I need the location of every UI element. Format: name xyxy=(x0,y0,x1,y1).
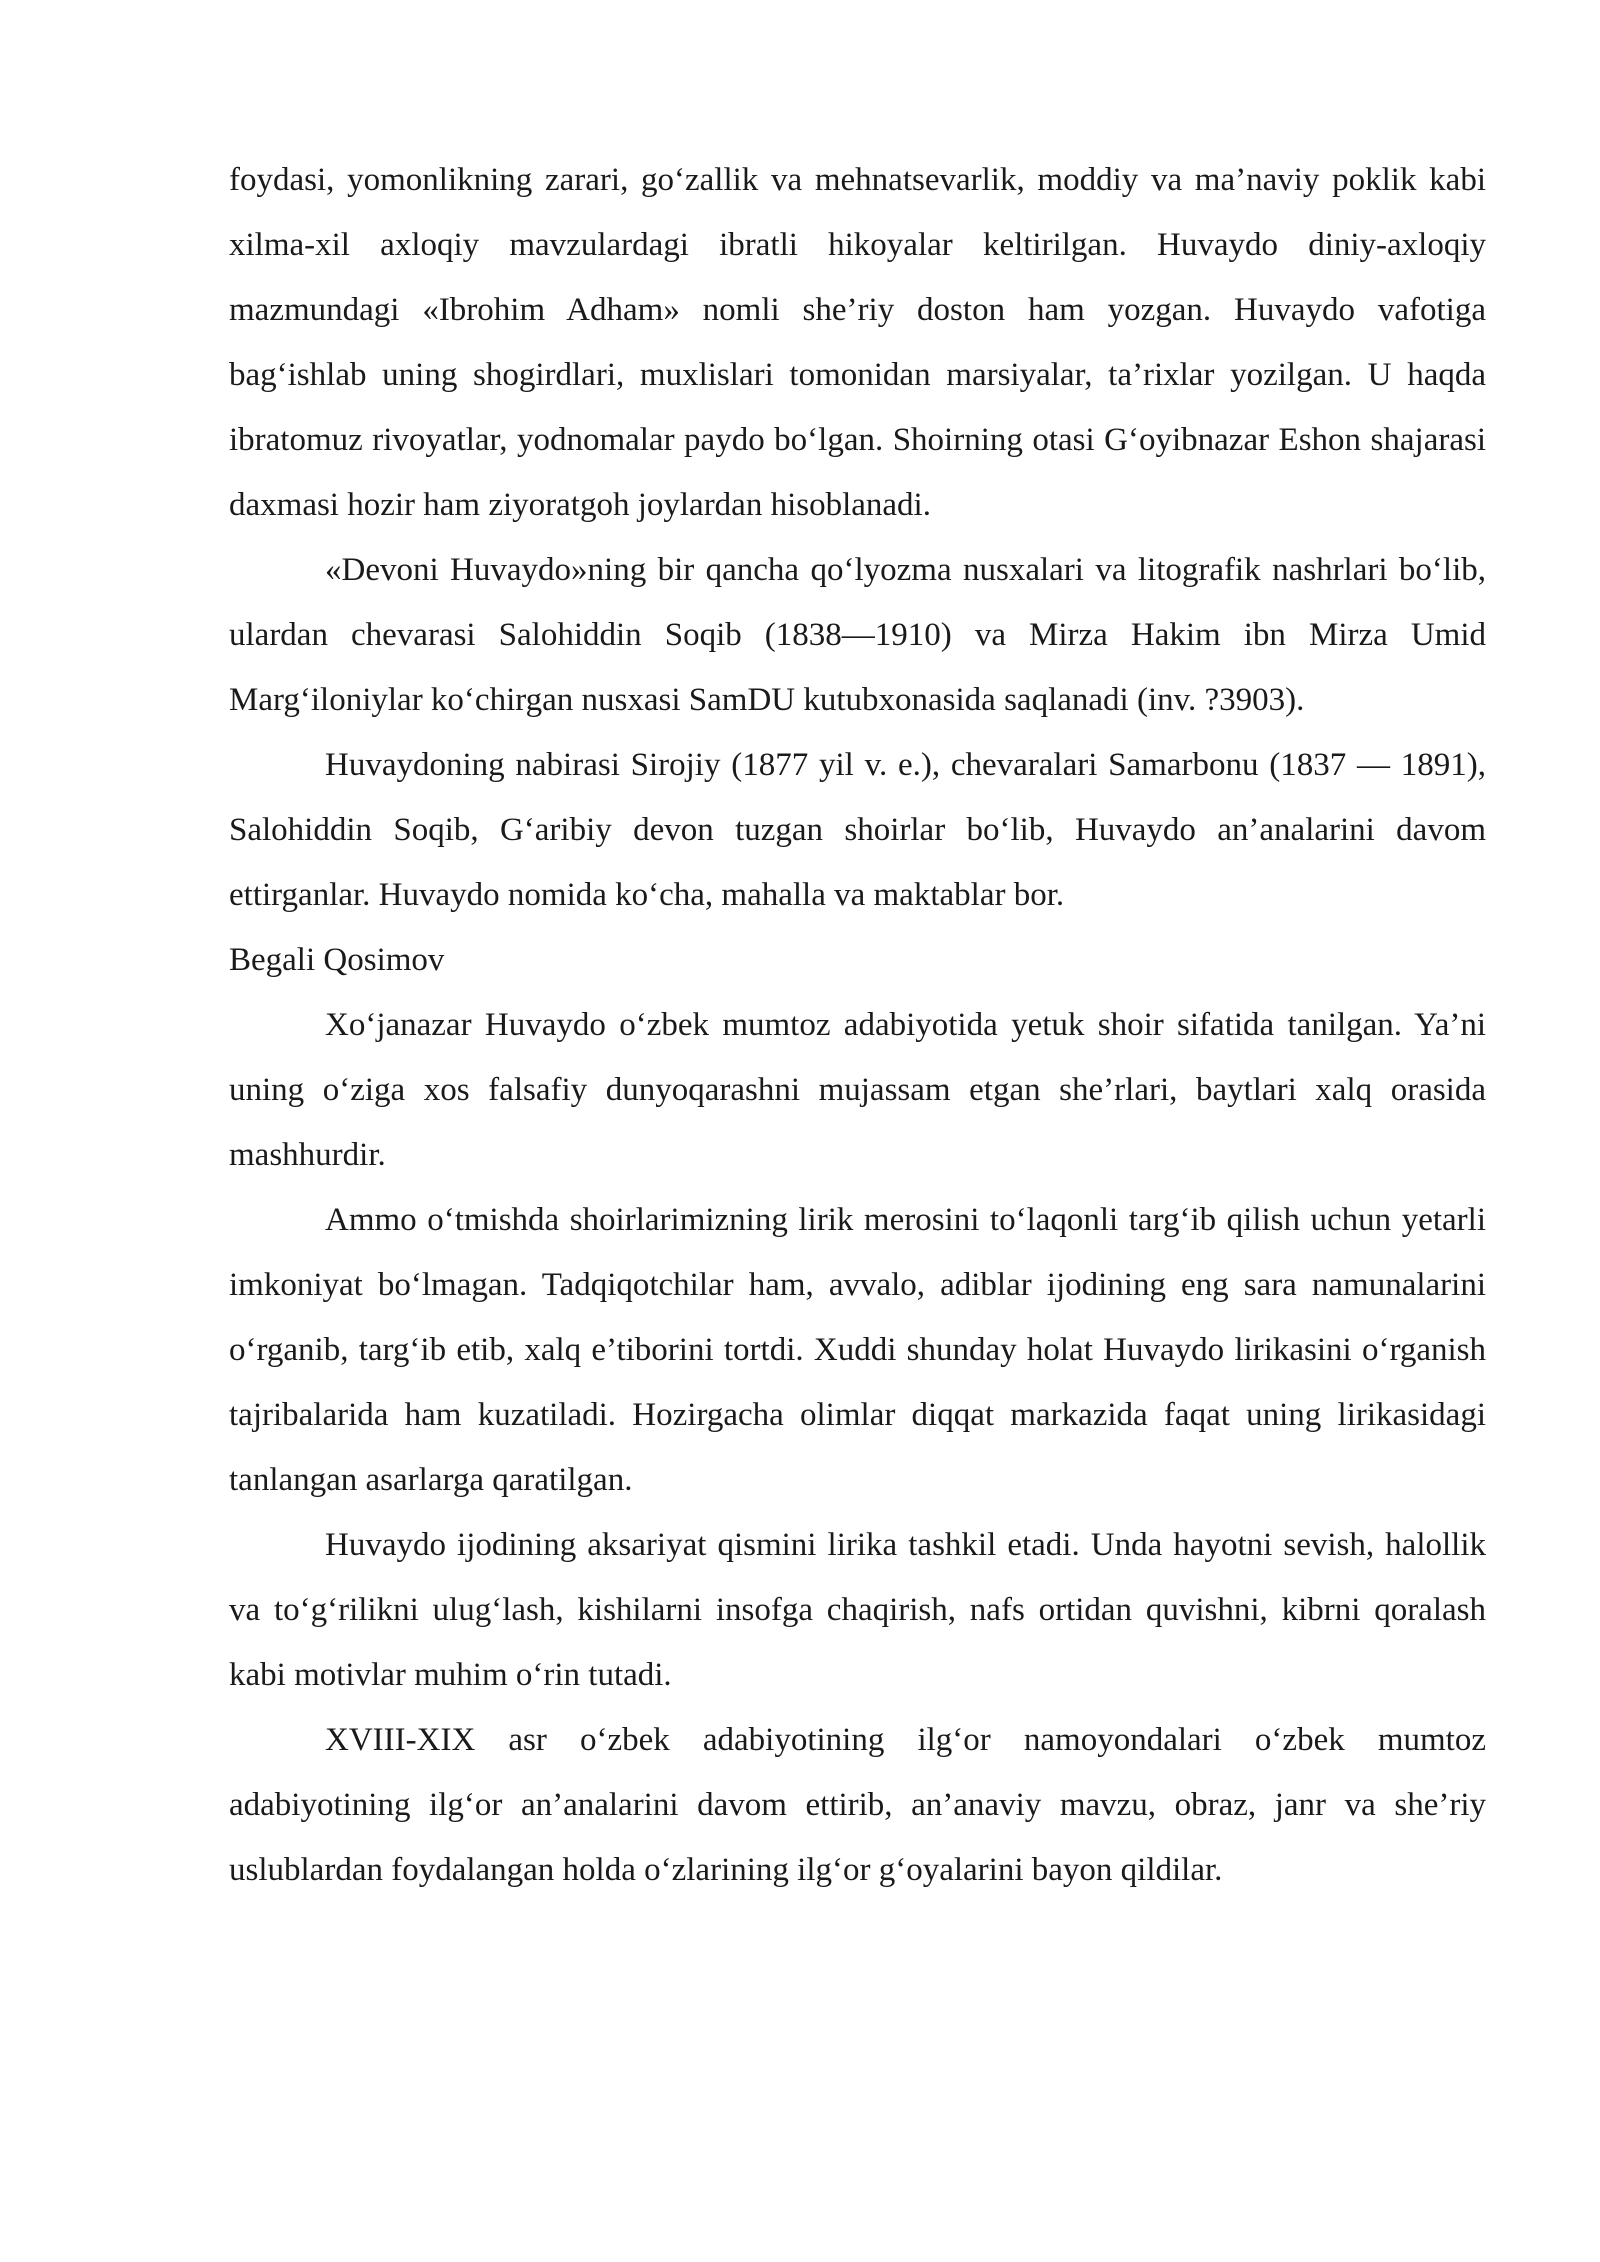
document-page xyxy=(229,148,1486,1903)
paragraph-devoni-huvaydo: «Devoni Huvaydo»ning bir qancha qo‘lyozma nusxalari va litografik nashrlari bo‘lib, ulardan chevarasi Salohiddin Soqib (1838—1910) va Mirza Hakim ibn Mirza Umid Marg‘iloniylar ko‘chirgan nusxasi SamDU kutubxonasida saqlanadi (inv. ?3903). xyxy=(229,552,1486,718)
paragraph-descendants: Huvaydoning nabirasi Sirojiy (1877 yil v. e.), chevaralari Samarbonu (1837 — 1891), Salohiddin Soqib, G‘aribiy devon tuzgan shoirlar bo‘lib, Huvaydo an’analarini davom ettirganlar. Huvaydo nomida ko‘cha, mahalla va maktablar bor. xyxy=(229,747,1486,913)
paragraph-continuation: foydasi, yomonlikning zarari, go‘zallik va mehnatsevarlik, moddiy va ma’naviy poklik kabi xilma-xil axloqiy mavzulardagi ibratli hikoyalar keltirilgan. Huvaydo diniy-axloqiy mazmundagi «Ibrohim Adham» nomli she’riy doston ham yozgan. Huvaydo vafotiga bag‘ishlab uning shogirdlari, muxlislari tomonidan marsiyalar, ta’rixlar yozilgan. U haqda ibratomuz rivoyatlar, yodnomalar paydo bo‘lgan. Shoirning otasi G‘oyibnazar Eshon shajarasi daxmasi hozir ham ziyoratgoh joylardan hisoblanadi. xyxy=(229,162,1486,523)
author-name: Begali Qosimov xyxy=(229,942,445,978)
paragraph-research-history: Ammo o‘tmishda shoirlarimizning lirik merosini to‘laqonli targ‘ib qilish uchun yetarli imkoniyat bo‘lmagan. Tadqiqotchilar ham, avvalo, adiblar ijodining eng sara namunalarini o‘rganib, targ‘ib etib, xalq e’tiborini tortdi. Xuddi shunday holat Huvaydo lirikasini o‘rganish tajribalarida ham kuzatiladi. Hozirgacha olimlar diqqat markazida faqat uning lirikasidagi tanlangan asarlarga qaratilgan. xyxy=(229,1202,1486,1498)
paragraph-literary-tradition: XVIII-XIX asr o‘zbek adabiyotining ilg‘or namoyondalari o‘zbek mumtoz adabiyotining ilg‘or an’analarini davom ettirib, an’anaviy mavzu, obraz, janr va she’riy uslublardan foydalangan holda o‘zlarining ilg‘or g‘oyalarini bayon qildilar. xyxy=(229,1722,1486,1888)
paragraph-introduction: Xo‘janazar Huvaydo o‘zbek mumtoz adabiyotida yetuk shoir sifatida tanilgan. Ya’ni uning o‘ziga xos falsafiy dunyoqarashni mujassam etgan she’rlari, baytlari xalq orasida mashhurdir. xyxy=(229,1007,1486,1173)
paragraph-lyric-motifs: Huvaydo ijodining aksariyat qismini lirika tashkil etadi. Unda hayotni sevish, halollik va to‘g‘rilikni ulug‘lash, kishilarni insofga chaqirish, nafs ortidan quvishni, kibrni qoralash kabi motivlar muhim o‘rin tutadi. xyxy=(229,1527,1486,1693)
